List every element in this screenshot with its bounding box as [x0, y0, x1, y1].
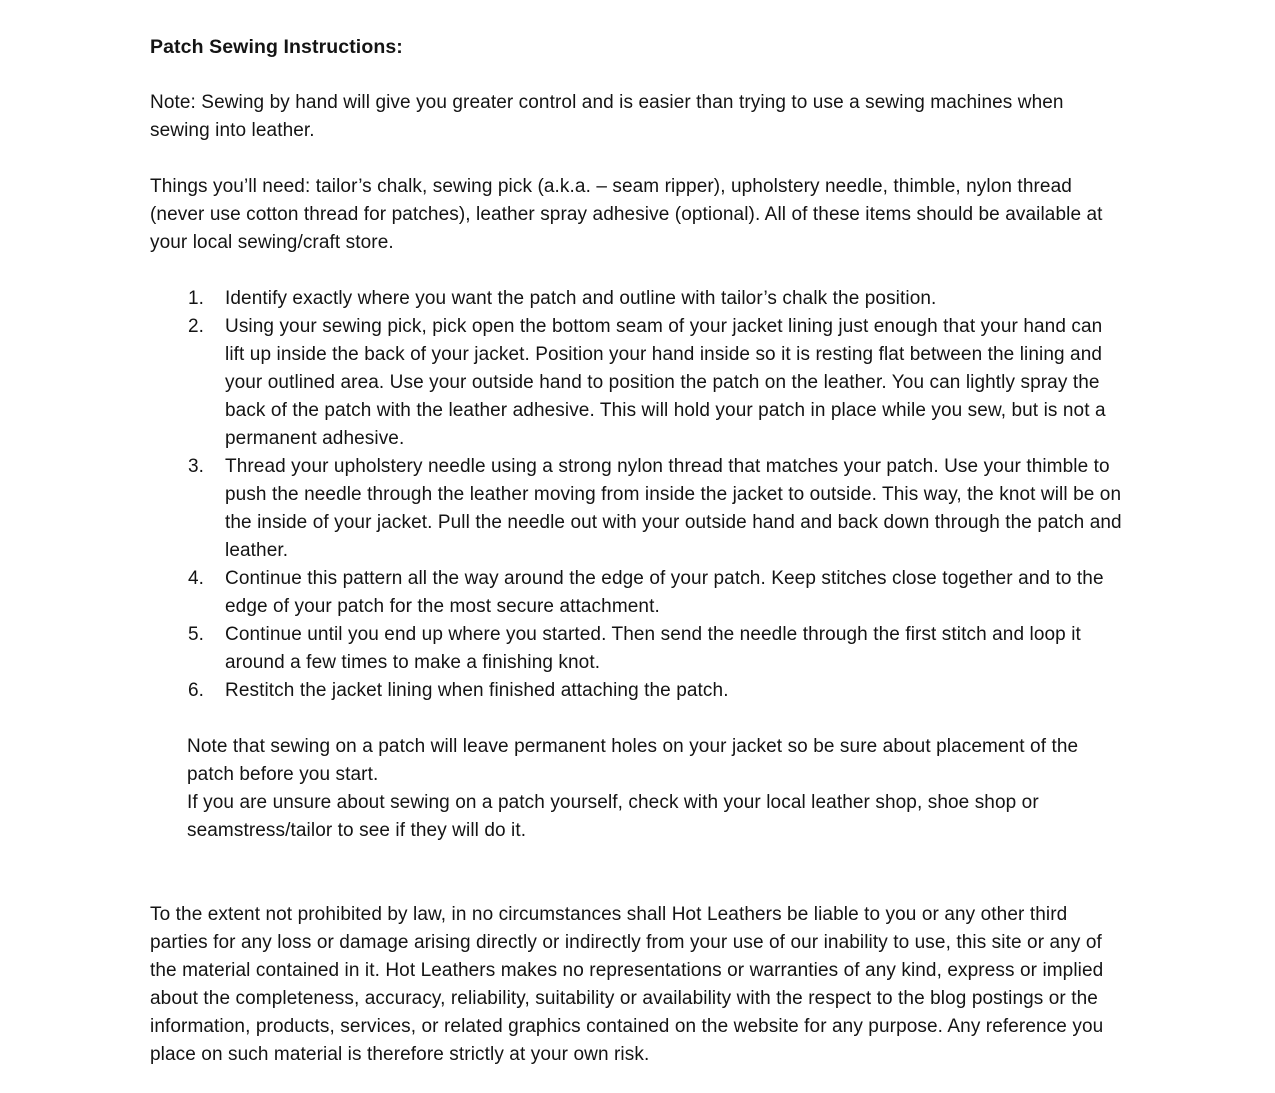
step-text: Using your sewing pick, pick open the bottom seam of your jacket lining just enough that your hand can lift up inside the back of your jacket. Position your hand inside so it is resting flat between the lining and your outlined area. Use your outside hand to position the patch on the leather. You can lightly spray the back of the patch with the leather adhesive. This will hold your patch in place while you sew, but is not a permanent adhesive. — [225, 316, 1106, 449]
unsure-sewing-note: If you are unsure about sewing on a patch yourself, check with your local leather shop, shoe shop or seamstress/tailor to see if they will do it. — [187, 792, 1039, 841]
step-text: Restitch the jacket lining when finished attaching the patch. — [225, 680, 729, 701]
hand-sewing-note-paragraph: Note: Sewing by hand will give you greater control and is easier than trying to use a sewing machines when sewing into leather. — [150, 92, 1064, 141]
instruction-steps-list — [150, 285, 1127, 705]
step-item-6 — [150, 677, 1127, 705]
placement-note-block — [187, 733, 1127, 845]
step-text: Continue until you end up where you started. Then send the needle through the first stitch and loop it around a few times to make a finishing knot. — [225, 624, 1081, 673]
step-number: 5. — [188, 624, 205, 645]
document-title: Patch Sewing Instructions: — [150, 36, 403, 58]
step-number: 3. — [188, 456, 205, 477]
step-number: 4. — [188, 568, 205, 589]
step-item-4 — [150, 565, 1127, 621]
step-item-2 — [150, 313, 1127, 453]
step-number: 6. — [188, 680, 205, 701]
step-item-3 — [150, 453, 1127, 565]
step-number: 2. — [188, 316, 205, 337]
step-item-1 — [150, 285, 1127, 313]
step-text: Continue this pattern all the way around the edge of your patch. Keep stitches close together and to the edge of your patch for the most secure attachment. — [225, 568, 1104, 617]
permanent-holes-note: Note that sewing on a patch will leave permanent holes on your jacket so be sure about placement of the patch before you start. — [187, 736, 1079, 785]
step-text: Identify exactly where you want the patch and outline with tailor’s chalk the position. — [225, 288, 937, 309]
step-item-5 — [150, 621, 1127, 677]
supplies-paragraph: Things you’ll need: tailor’s chalk, sewing pick (a.k.a. – seam ripper), upholstery needle, thimble, nylon thread (never use cotton thread for patches), leather spray adhesive (optional). All of these items should be available at your local sewing/craft store. — [150, 176, 1103, 253]
step-number: 1. — [188, 288, 205, 309]
legal-disclaimer-paragraph: To the extent not prohibited by law, in no circumstances shall Hot Leathers be liable to you or any other third parties for any loss or damage arising directly or indirectly from your use of our inability to use, this site or any of the material contained in it. Hot Leathers makes no representations or warranties of any kind, express or implied about the completeness, accuracy, reliability, suitability or availability with the respect to the blog postings or the information, products, services, or related graphics contained on the website for any purpose. Any reference you place on such material is therefore strictly at your own risk. — [150, 904, 1104, 1065]
step-text: Thread your upholstery needle using a strong nylon thread that matches your patch. Use your thimble to push the needle through the leather moving from inside the jacket to outside. This way, the knot will be on the inside of your jacket. Pull the needle out with your outside hand and back down through the patch and leather. — [225, 456, 1122, 561]
